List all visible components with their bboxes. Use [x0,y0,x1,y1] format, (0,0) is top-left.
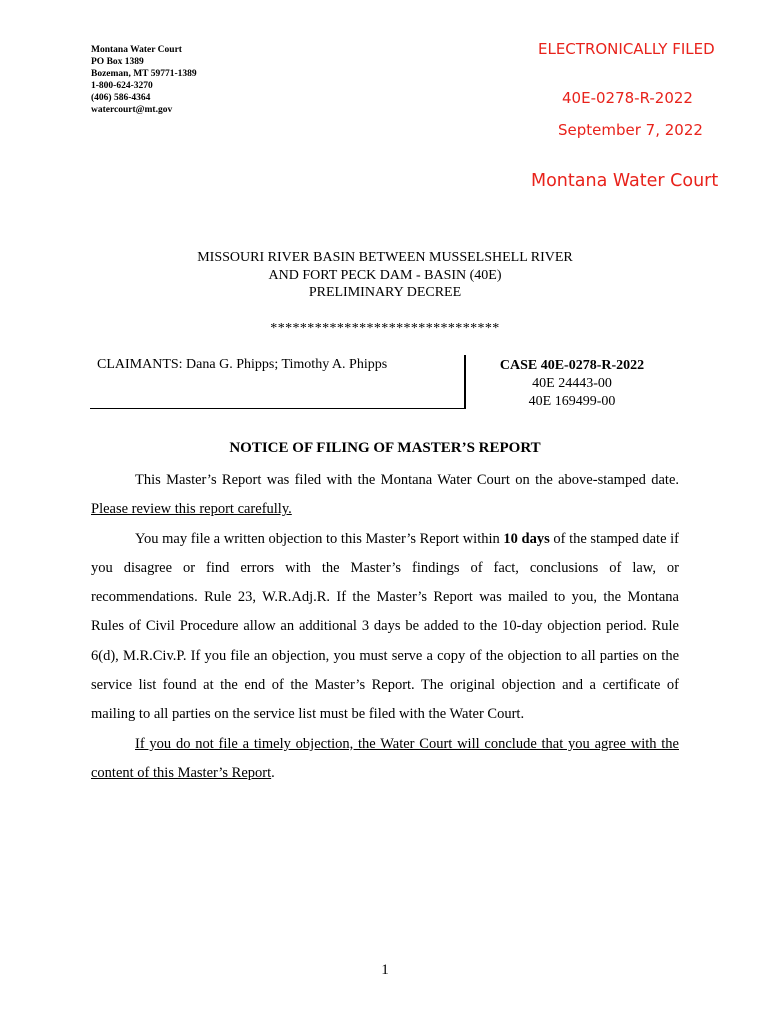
court-address-block [91,44,197,116]
caption-side-rule [464,355,466,409]
paragraph-1-text: This Master’s Report was filed with the Montana Water Court on the above-stamped date. [135,472,679,488]
claim-number-2: 40E 169499-00 [528,394,616,409]
case-number: CASE 40E-0278-R-2022 [499,358,645,373]
notice-body [91,466,679,788]
court-city: Bozeman, MT 59771-1389 [91,69,197,79]
claim-number-1: 40E 24443-00 [532,376,612,391]
page-number: 1 [381,962,389,978]
deadline-days: 10 days [503,530,550,547]
timely-objection-warning: If you do not file a timely objection, the Water Court will conclude that you agree with the content of this Master’s Report [91,735,679,781]
court-email: watercourt@mt.gov [91,105,173,115]
caption-bottom-rule [90,408,466,409]
review-carefully-text: Please review this report carefully. [91,501,292,518]
basin-heading [0,249,770,302]
basin-line-1: MISSOURI RIVER BASIN BETWEEN MUSSELSHELL RIVER [197,250,573,265]
stamp-court-name: Montana Water Court [531,171,719,191]
asterisk-separator: ******************************* [270,321,500,336]
notice-paragraph-3 [91,730,679,789]
notice-paragraph-2 [91,525,679,730]
court-phone-local: (406) 586-4364 [91,93,151,103]
court-name: Montana Water Court [91,45,182,55]
court-po-box: PO Box 1389 [91,57,144,67]
paragraph-2-text-rest: of the stamped date if you disagree or find errors with the Master’s findings of fact, conclusions of law, or recommendations. Rule 23, W.R.Adj.R. If the Master’s Report was mailed to you, the Montana Rules of Civil Procedure allow an additional 3 days be added to the 10-day objection period. Rule 6(d), M.R.Civ.P. If you file an objection, you must serve a copy of the objection to all parties on the service list found at the end of the Master’s Report. The original objection and a certificate of mailing to all parties on the service list must be filed with the Water Court. [91,530,679,723]
stamp-case-number: 40E-0278-R-2022 [562,89,693,107]
case-number-block [467,357,677,411]
claimants-line: CLAIMANTS: Dana G. Phipps; Timothy A. Phipps [97,357,388,372]
notice-paragraph-1 [91,466,679,525]
court-phone-tollfree: 1-800-624-3270 [91,81,153,91]
paragraph-3-end: . [271,764,275,781]
stamp-electronically-filed: ELECTRONICALLY FILED [538,40,715,58]
stamp-filing-date: September 7, 2022 [558,121,703,139]
paragraph-2-text-start: You may file a written objection to this Master’s Report within [135,530,504,547]
basin-line-3: PRELIMINARY DECREE [308,285,462,300]
basin-line-2: AND FORT PECK DAM - BASIN (40E) [268,267,502,283]
notice-title: NOTICE OF FILING OF MASTER’S REPORT [229,440,541,456]
